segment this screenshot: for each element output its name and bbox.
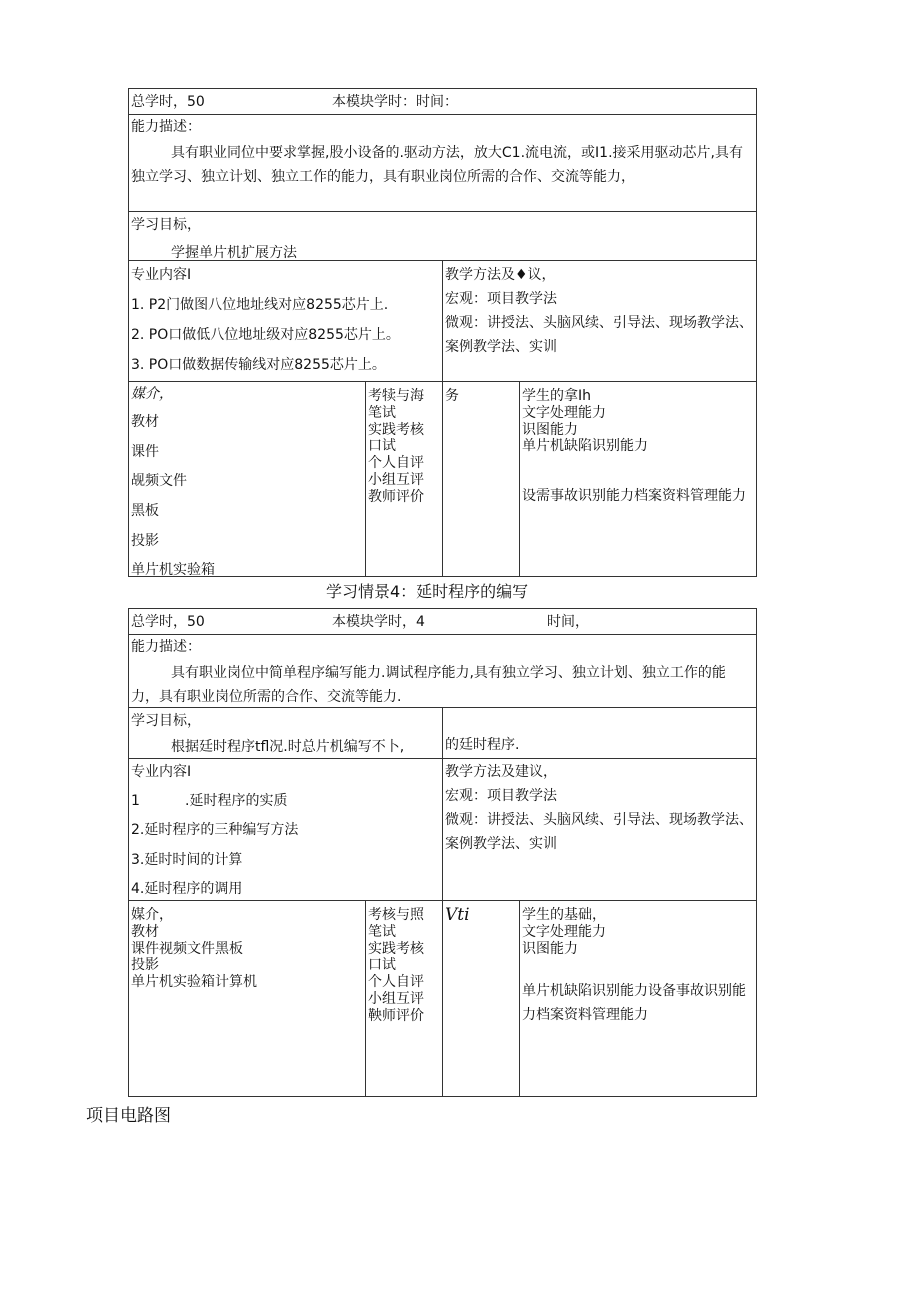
m3-ability-row xyxy=(128,114,757,212)
m3-media-cell xyxy=(128,381,366,577)
m3-assess-cell xyxy=(365,381,443,577)
m3-assess-item: 口试 xyxy=(368,438,396,455)
m3-task-label: 务 xyxy=(445,388,459,404)
m3-hours-row xyxy=(128,88,757,115)
m3-assess-item: 考犊与海 xyxy=(368,388,424,404)
m4-assess-item: 小组互评 xyxy=(368,990,424,1007)
m4-media-item: 投影 xyxy=(131,957,159,974)
m3-method-label: 教学方法及♦议， xyxy=(445,267,556,283)
m3-media-item: 黑板 xyxy=(131,503,159,519)
m3-basis-item: 单片机缺陷识别能力 xyxy=(522,438,648,455)
m3-content-item: 3. PO口做数据传输线对应8255芯片上。 xyxy=(131,357,386,373)
m3-assess-item: 个人自评 xyxy=(368,455,424,472)
m4-basis-item: 文字处理能力 xyxy=(522,923,606,940)
m4-content-num: 1 xyxy=(131,793,140,809)
m3-goal-row xyxy=(128,211,757,261)
m3-method-macro: 宏观：项目教学法 xyxy=(445,291,557,307)
m3-media-item: 单片机实验箱 xyxy=(131,562,215,577)
m4-hours-row xyxy=(128,608,757,635)
m3-assess-item: 小组互评 xyxy=(368,471,424,488)
m4-ability-text: 具有职业岗位中简单程序编写能力.调试程序能力,具有独立学习、独立计划、独立工作的能力，具有职业岗位所需的合作、交流等能力. xyxy=(131,665,726,705)
m4-media-cell xyxy=(128,900,366,1097)
m4-method-micro: 微观：讲授法、头脑风续、引导法、现场教学法、案例教学法、实训 xyxy=(445,812,753,852)
m4-task-label: Vti xyxy=(445,905,470,925)
m3-content-item: 2. PO口做低八位地址级对应8255芯片上。 xyxy=(131,327,400,343)
m4-goal-text-left: 根据廷时程序tfl况.时总片机编写不卜, xyxy=(171,739,405,755)
m4-content-item: .延时程序的实质 xyxy=(185,793,288,809)
m3-content-cell xyxy=(128,260,443,382)
m4-media-label: 媒介， xyxy=(131,907,173,923)
m4-basis-last: 单片机缺陷识别能力设备事故识别能力档案资料管理能力 xyxy=(522,983,746,1023)
m3-ability-text: 具有职业同位中要求掌握,股小设备的.驱动方法，放大C1.流电流，或I1.接采用驱动芯片,具有独立学习、独立计划、独立工作的能力，具有职业岗位所需的合作、交流等能力， xyxy=(131,145,743,185)
m3-basis-last: 设需事故识别能力档案资料管理能力 xyxy=(522,488,746,504)
m4-method-cell xyxy=(442,758,757,901)
m4-basis-item: 识图能力 xyxy=(522,940,578,957)
m4-content-item: 4.延时程序的调用 xyxy=(131,881,243,897)
footer-heading: 项目电路图 xyxy=(86,1106,171,1126)
m4-media-item: 单片机实验箱计算机 xyxy=(131,974,257,991)
m4-method-label: 教学方法及建议， xyxy=(445,764,557,780)
m4-module-hours: 本模块学时，4 xyxy=(332,614,425,630)
m3-assess-item: 教师评价 xyxy=(368,488,424,505)
m3-goal-text: 学握单片机扩展方法 xyxy=(171,245,297,261)
m4-goal-text-right: 的廷时程序. xyxy=(445,737,520,753)
m4-assess-item: 笔试 xyxy=(368,923,396,940)
m3-media-item: 投影 xyxy=(131,533,159,549)
m4-goal-right xyxy=(442,707,757,759)
m4-content-item: 2.延时程序的三种编写方法 xyxy=(131,822,299,838)
m3-basis-item: 学生的拿Ih xyxy=(522,388,592,404)
m3-content-item: 1. P2门做图八位地址线对应8255芯片上. xyxy=(131,297,389,313)
m3-media-item: 教材 xyxy=(131,414,159,430)
m4-ability-label: 能力描述： xyxy=(131,639,201,655)
m3-media-item: 课件 xyxy=(131,444,159,460)
m4-assess-item: 口试 xyxy=(368,957,396,974)
m4-content-label: 专业内容I xyxy=(131,764,192,780)
m4-media-item: 课件视频文件黑板 xyxy=(131,940,243,957)
m3-method-cell xyxy=(442,260,757,382)
m3-basis-item: 识图能力 xyxy=(522,421,578,438)
m3-media-item: 觇频文件 xyxy=(131,473,187,489)
m3-module-hours: 本模块学时：时间： xyxy=(332,94,458,110)
m4-assess-item: 实践考核 xyxy=(368,940,424,957)
m3-total-hours: 总学时，50 xyxy=(131,94,205,110)
m4-ability-row xyxy=(128,634,757,708)
m4-media-item: 教材 xyxy=(131,923,159,940)
m4-basis-item: 学生的基础， xyxy=(522,907,606,923)
m3-assess-item: 笔试 xyxy=(368,404,396,421)
m3-task-cell xyxy=(442,381,520,577)
m4-content-cell xyxy=(128,758,443,901)
m4-method-macro: 宏观：项目教学法 xyxy=(445,788,557,804)
m4-task-cell xyxy=(442,900,520,1097)
m3-assess-item: 实践考核 xyxy=(368,421,424,438)
m4-time-label: 时间， xyxy=(547,614,589,630)
m4-basis-cell xyxy=(519,900,757,1097)
m4-goal-label: 学习目标， xyxy=(131,713,201,729)
m4-goal-left xyxy=(128,707,443,759)
m4-assess-item: 个人自评 xyxy=(368,974,424,991)
m3-method-micro: 微观：讲授法、头脑风续、引导法、现场教学法、案例教学法、实训 xyxy=(445,315,753,355)
m3-goal-label: 学习目标， xyxy=(131,217,201,233)
m3-basis-item: 文字处理能力 xyxy=(522,404,606,421)
m4-total-hours: 总学时，50 xyxy=(131,614,205,630)
m3-content-label: 专业内容I xyxy=(131,267,192,283)
m3-ability-label: 能力描述： xyxy=(131,119,201,135)
m4-heading: 学习情景4：延时程序的编写 xyxy=(326,582,529,601)
m4-assess-item: 考核与照 xyxy=(368,907,424,923)
m4-assess-item: 鞅师评价 xyxy=(368,1007,424,1024)
m3-basis-cell xyxy=(519,381,757,577)
m4-assess-cell xyxy=(365,900,443,1097)
m4-content-item: 3.延时时间的计算 xyxy=(131,852,243,868)
m3-media-label: 媒介， xyxy=(131,386,173,402)
